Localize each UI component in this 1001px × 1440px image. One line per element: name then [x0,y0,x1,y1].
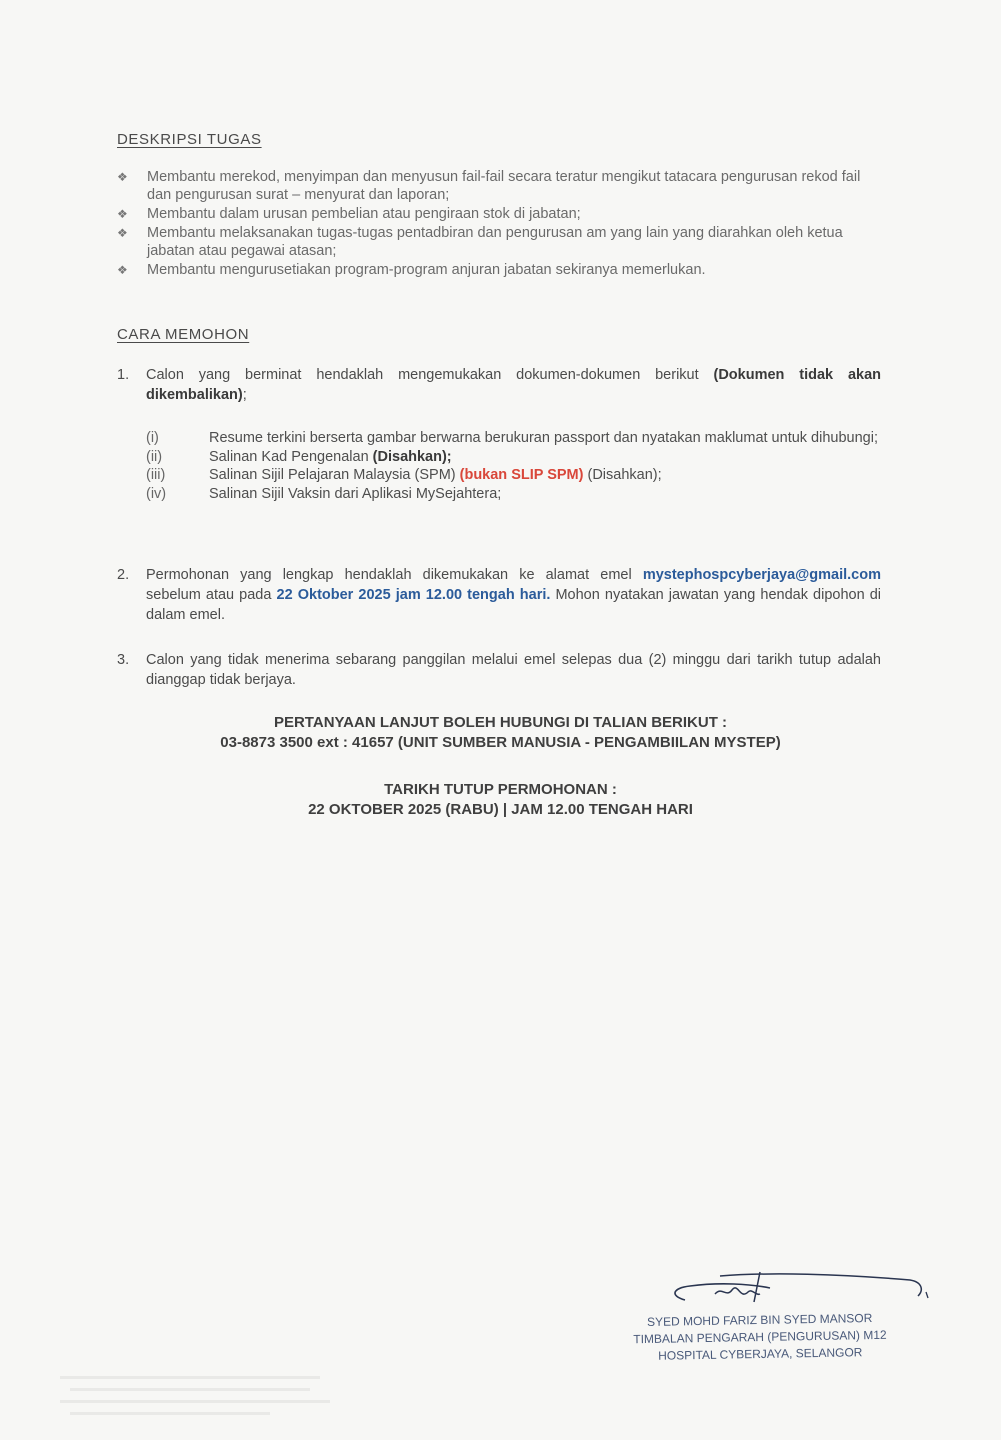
apply-item-2 [117,565,881,625]
doc-bold-note: (Disahkan); [372,448,452,465]
doc-text: Salinan Kad Pengenalan [209,448,369,465]
diamond-bullet-icon: ❖ [117,263,128,277]
list-item [117,168,877,204]
list-item [146,430,882,448]
doc-text: Salinan Sijil Pelajaran Malaysia (SPM) [209,467,456,483]
item-text: Calon yang berminat hendaklah mengemukakan dokumen-dokumen berikut [146,367,699,383]
diamond-bullet-icon: ❖ [117,170,128,184]
signatory-name: SYED MOHD FARIZ BIN SYED MANSOR [646,1311,873,1329]
item-text: Mohon nyatakan jawatan yang hendak dipohon di dalam emel. [146,587,881,623]
duties-heading: DESKRIPSI TUGAS [117,131,262,148]
contact-block [0,713,1001,753]
list-item [146,486,882,504]
roman-numeral: (iii) [146,467,166,483]
item-number: 2. [117,567,130,583]
documents-list [146,430,882,504]
item-text: Calon yang tidak menerima sebarang panggilan melalui emel selepas dua (2) minggu dari tarikh tutup adalah dianggap tidak berjaya. [146,652,881,688]
email-link[interactable]: mystephospcyberjaya@gmail.com [642,567,881,583]
apply-item-3 [117,650,881,690]
doc-red-note: (bukan SLIP SPM) [459,467,584,483]
contact-line-2: 03-8873 3500 ext : 41657 (UNIT SUMBER MANUSIA - PENGAMBIILAN MYSTEP) [220,734,781,751]
closing-line-2: 22 OKTOBER 2025 (RABU) | JAM 12.00 TENGAH HARI [308,801,693,818]
closing-line-1: TARIKH TUTUP PERMOHONAN : [384,781,617,798]
doc-after: (Disahkan); [587,467,662,483]
apply-item-1 [117,365,881,405]
roman-numeral: (ii) [146,448,163,465]
item-bold-note: (Dokumen tidak akan dikembalikan) [146,367,882,403]
list-item [117,205,877,223]
closing-block [0,780,1001,820]
list-item [117,261,877,279]
contact-line-1: PERTANYAAN LANJUT BOLEH HUBUNGI DI TALIAN BERIKUT : [273,714,728,731]
duty-text: Membantu mengurusetiakan program-program anjuran jabatan sekiranya memerlukan. [147,262,706,278]
deadline-text: 22 Oktober 2025 jam 12.00 tengah hari. [276,587,551,603]
show-through-marks [60,1372,360,1422]
doc-text: Resume terkini berserta gambar berwarna berukuran passport dan nyatakan maklumat untuk dihubungi; [209,430,878,446]
apply-heading: CARA MEMOHON [117,326,250,343]
item-number: 1. [117,367,130,383]
item-text: sebelum atau pada [146,587,272,603]
doc-text: Salinan Sijil Vaksin dari Aplikasi MySejahtera; [209,485,502,502]
item-number: 3. [117,652,130,668]
item-punct: ; [242,387,247,403]
signatory-org: HOSPITAL CYBERJAYA, SELANGOR [658,1345,863,1363]
item-text: Permohonan yang lengkap hendaklah dikemukakan ke alamat emel [146,567,632,583]
signatory-title: TIMBALAN PENGARAH (PENGURUSAN) M12 [633,1327,887,1347]
duty-text: Membantu melaksanakan tugas-tugas pentadbiran dan pengurusan am yang lain yang diarahkan oleh ketua jabatan atau pegawai atasan; [147,225,843,259]
roman-numeral: (iv) [146,485,167,502]
list-item [146,449,882,467]
duties-list [117,168,877,280]
diamond-bullet-icon: ❖ [117,226,128,240]
duty-text: Membantu dalam urusan pembelian atau pengiraan stok di jabatan; [147,206,581,222]
list-item [146,467,882,485]
signatory-block [600,1309,921,1366]
list-item [117,224,877,260]
diamond-bullet-icon: ❖ [117,207,128,221]
duty-text: Membantu merekod, menyimpan dan menyusun fail-fail secara teratur mengikut tatacara pengurusan rekod fail dan pengurusan surat – menyurat dan laporan; [147,169,861,203]
roman-numeral: (i) [146,430,159,446]
